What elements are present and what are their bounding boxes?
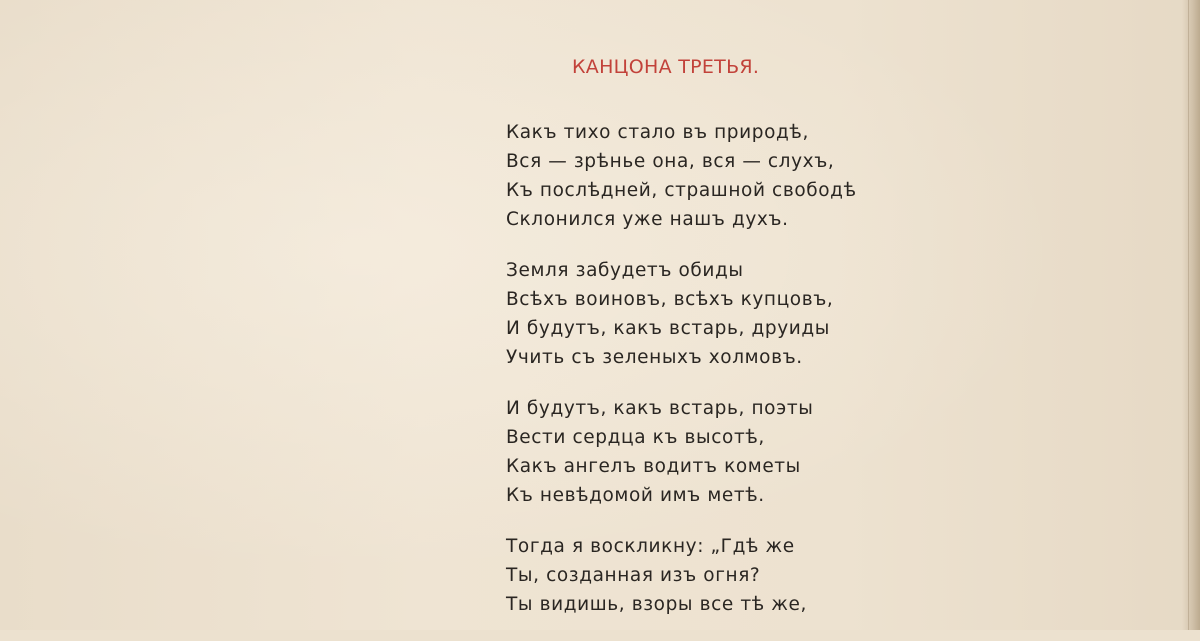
poem-line: Тогда я воскликну: „Гдѣ же — [506, 536, 795, 557]
poem-line: Какъ тихо стало въ природѣ, — [506, 122, 809, 143]
poem-body — [506, 118, 926, 641]
poem-line: Ты, созданная изъ огня? — [506, 565, 761, 586]
stanza-1 — [506, 118, 926, 234]
poem-line: Къ послѣдней, страшной свободѣ — [506, 180, 857, 201]
poem-line: И будутъ, какъ встарь, друиды — [506, 318, 830, 339]
poem-line: Вся — зрѣнье она, вся — слухъ, — [506, 151, 835, 172]
poem-line: Къ невѣдомой имъ метѣ. — [506, 485, 765, 506]
stanza-3 — [506, 394, 926, 510]
poem-line: Ты видишь, взоры все тѣ же, — [506, 594, 807, 615]
page-edge-shadow — [1182, 0, 1200, 630]
poem-line: Земля забудетъ обиды — [506, 260, 744, 281]
poem-line: Вести сердца къ высотѣ, — [506, 427, 765, 448]
poem-title: КАНЦОНА ТРЕТЬЯ. — [572, 56, 760, 78]
poem-line: Склонился уже нашъ духъ. — [506, 209, 789, 230]
stanza-4 — [506, 532, 926, 619]
poem-line: Всѣхъ воиновъ, всѣхъ купцовъ, — [506, 289, 834, 310]
poem-line: Учить съ зеленыхъ холмовъ. — [506, 347, 803, 368]
poem-line: Какъ ангелъ водитъ кометы — [506, 456, 801, 477]
poem-line: И будутъ, какъ встарь, поэты — [506, 398, 814, 419]
stanza-2 — [506, 256, 926, 372]
